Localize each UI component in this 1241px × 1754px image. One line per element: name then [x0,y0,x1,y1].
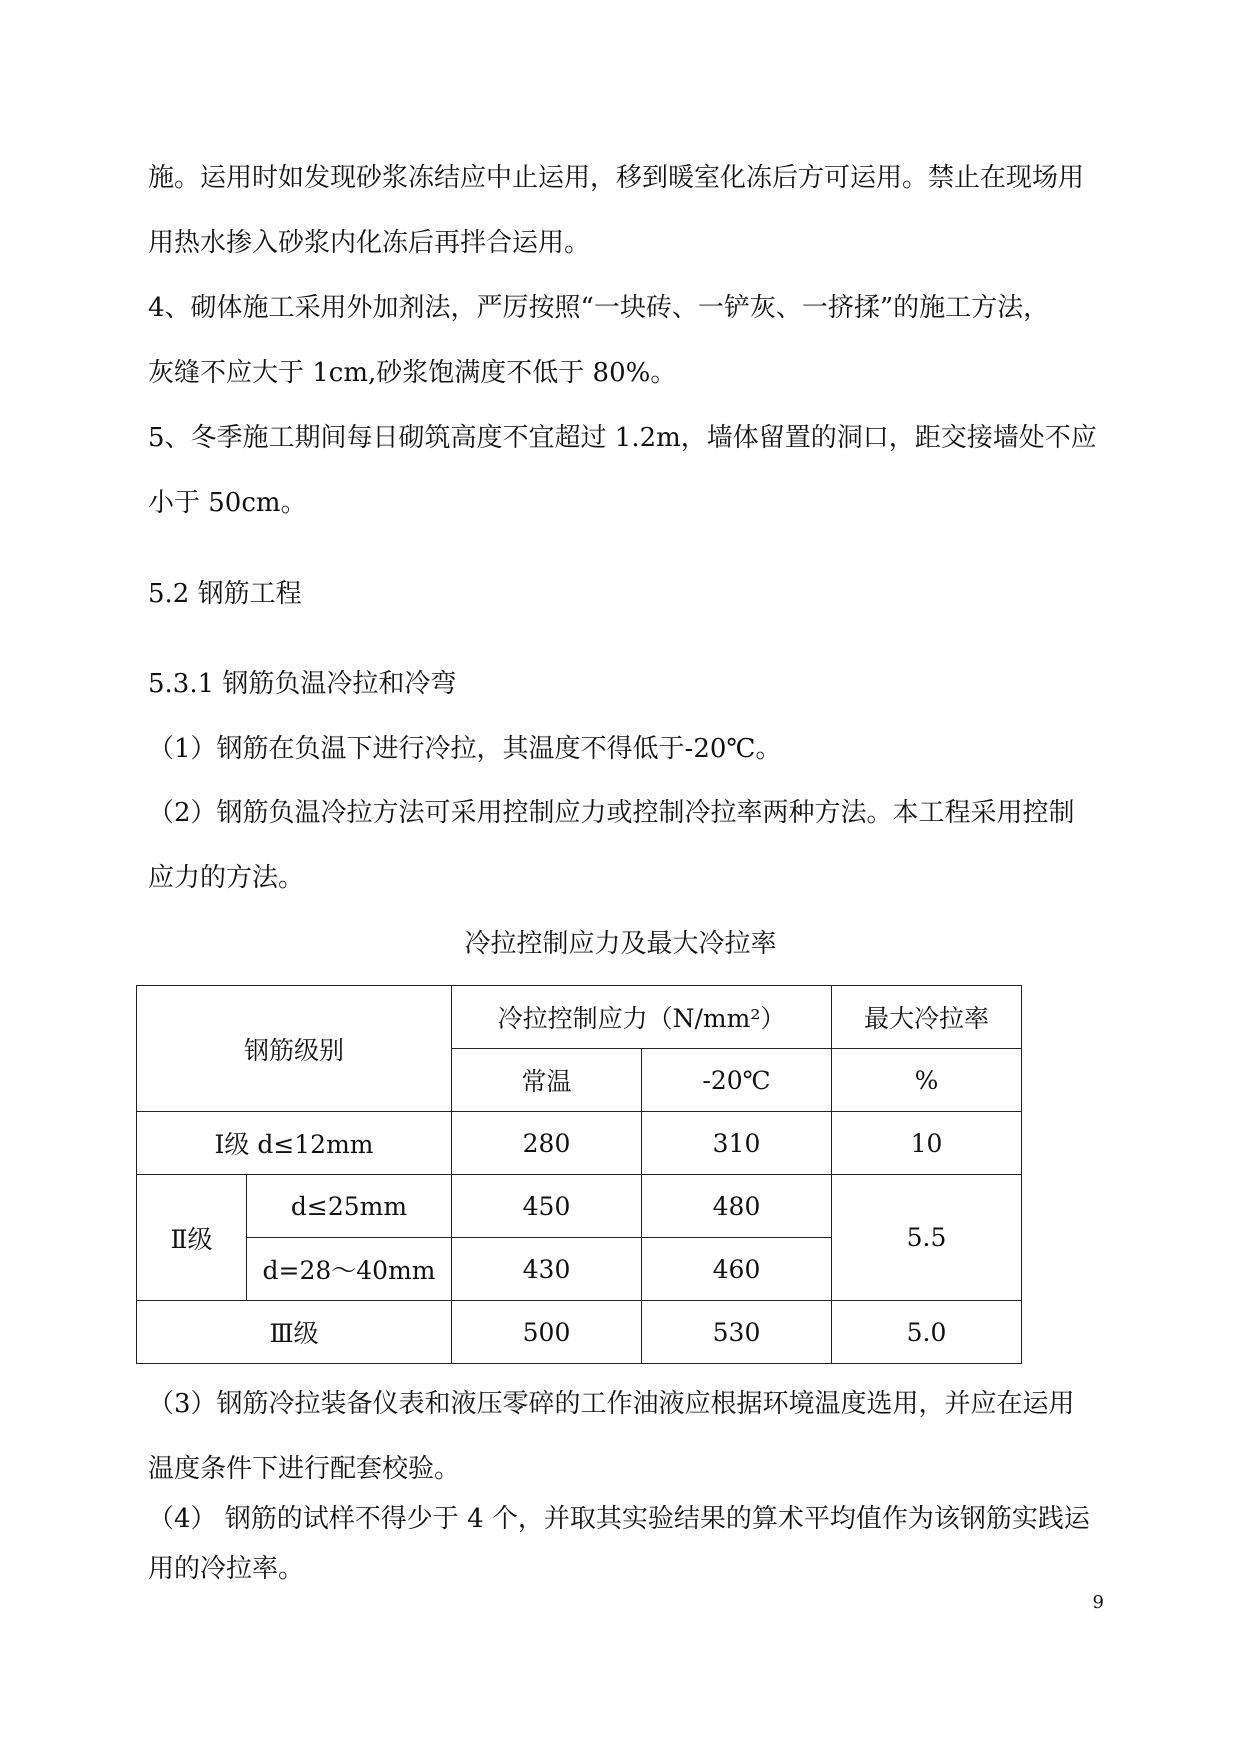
table-row [137,1112,1022,1175]
minus20-cell: 310 [642,1112,832,1175]
paragraph-line: 用热水掺入砂浆内化冻后再拌合运用。 [148,228,591,258]
header-normal-temp: 常温 [452,1049,642,1112]
minus20-cell: 460 [642,1238,832,1301]
paragraph-line: 用的冷拉率。 [148,1554,305,1584]
paragraph-line: 小于 50cm。 [148,488,307,518]
table-caption: 冷拉控制应力及最大冷拉率 [464,929,777,959]
header-percent: % [832,1049,1022,1112]
page-number: 9 [1092,1592,1104,1613]
section-heading: 5.2 钢筋工程 [148,579,302,609]
paragraph-line: （2）钢筋负温冷拉方法可采用控制应力或控制冷拉率两种方法。本工程采用控制 [148,798,1075,828]
grade-cell: Ⅱ级 [137,1175,247,1301]
grade-cell: Ⅲ级 [137,1301,452,1364]
rate-cell: 10 [832,1112,1022,1175]
minus20-cell: 530 [642,1301,832,1364]
paragraph-line: 应力的方法。 [148,863,305,893]
rate-cell: 5.0 [832,1301,1022,1364]
paragraph-line: （4） 钢筋的试样不得少于 4 个，并取其实验结果的算术平均值作为该钢筋实践运 [148,1504,1090,1534]
header-max-rate: 最大冷拉率 [832,986,1022,1049]
paragraph-line: （3）钢筋冷拉装备仪表和液压零碎的工作油液应根据环境温度选用，并应在运用 [148,1389,1075,1419]
paragraph-line: （1）钢筋在负温下进行冷拉，其温度不得低于-20℃。 [148,734,782,764]
cold-drawing-table [136,985,1022,1364]
subsection-heading: 5.3.1 钢筋负温冷拉和冷弯 [148,669,457,699]
paragraph-line: 施。运用时如发现砂浆冻结应中止运用，移到暖室化冻后方可运用。禁止在现场用 [148,163,1085,193]
normal-temp-cell: 430 [452,1238,642,1301]
paragraph-line: 4、砌体施工采用外加剂法，严厉按照“一块砖、一铲灰、一挤揉”的施工方法， [148,293,1050,323]
grade-cell: Ⅰ级 d≤12mm [137,1112,452,1175]
minus20-cell: 480 [642,1175,832,1238]
normal-temp-cell: 450 [452,1175,642,1238]
diameter-cell: d=28～40mm [247,1238,452,1301]
paragraph-line: 灰缝不应大于 1cm,砂浆饱满度不低于 80%。 [148,358,677,388]
header-minus20: -20℃ [642,1049,832,1112]
header-stress: 冷拉控制应力（N/mm²） [452,986,832,1049]
table-row [137,1175,1022,1238]
diameter-cell: d≤25mm [247,1175,452,1238]
rate-cell: 5.5 [832,1175,1022,1301]
table-row [137,1301,1022,1364]
paragraph-line: 5、冬季施工期间每日砌筑高度不宜超过 1.2m，墙体留置的洞口，距交接墙处不应 [148,423,1097,453]
header-grade: 钢筋级别 [137,986,452,1112]
paragraph-line: 温度条件下进行配套校验。 [148,1454,461,1484]
normal-temp-cell: 280 [452,1112,642,1175]
normal-temp-cell: 500 [452,1301,642,1364]
